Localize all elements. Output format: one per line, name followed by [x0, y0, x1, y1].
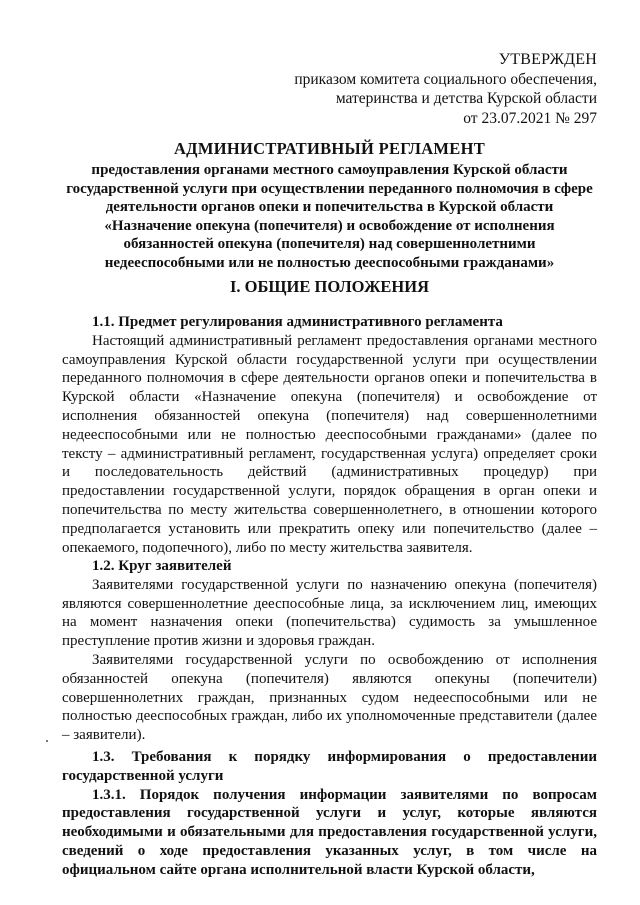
section-1-2-text-1: Заявителями государственной услуги по назначению опекуна (попечителя) являются совершеннолетние дееспособные лица, за исключением лиц, имеющих на момент назначения опеки (попечительства) судимость за умышленное преступление против жизни и здоровья граждан.	[62, 576, 597, 650]
document-title: АДМИНИСТРАТИВНЫЙ РЕГЛАМЕНТ	[173, 139, 486, 158]
section-1-2-text-2: Заявителями государственной услуги по освобождению от исполнения обязанностей опекуна (попечителя) являются опекуны (попечители) совершеннолетних граждан, признанных судом недееспособными или не полностью дееспособных граждан, либо их уполномоченные представители (далее – заявители).	[62, 651, 597, 744]
section-1-3-heading: 1.3. Требования к порядку информирования о предоставлении государственной услуги	[62, 749, 597, 784]
approval-line-1: приказом комитета социального обеспечения,	[294, 70, 597, 88]
approval-heading: УТВЕРЖДЕН	[498, 51, 597, 68]
document-subtitle: предоставления органами местного самоуправления Курской области государственной услуги при осуществлении переданного полномочия в сфере деятельности органов опеки и попечительства в Курской области «Назначение опекуна (попечителя) и освобождение от исполнения обязанностей опекуна (попечителя) над совершеннолетними недееспособными или не полностью дееспособными гражданами»	[66, 162, 593, 271]
section-heading: I. ОБЩИЕ ПОЛОЖЕНИЯ	[230, 277, 429, 296]
document-title-block	[62, 138, 597, 273]
section-1-1	[62, 313, 597, 557]
section-1-3-1-text: 1.3.1. Порядок получения информации заявителями по вопросам предоставления государственной услуги и услуг, которые являются необходимыми и обязательными для предоставления государственной услуги, сведений о ходе предоставления указанных услуг, в том числе на официальном сайте органа исполнительной власти Курской области,	[62, 786, 597, 878]
section-1-2	[62, 557, 597, 745]
approval-stamp	[294, 50, 597, 128]
section-1-1-text: Настоящий административный регламент предоставления органами местного самоуправления Курской области государственной услуги при осуществлении переданного полномочия в сфере деятельности органов опеки и попечительства в Курской области «Назначение опекуна (попечителя) и освобождение от исполнения обязанностей опекуна (попечителя) над совершеннолетними недееспособными или не полностью дееспособными гражданами» (далее по тексту – административный регламент, государственная услуга) определяет сроки и последовательность действий (административных процедур) при предоставлении государственной услуги, порядок обращения в орган опеки и попечительства по месту жительства совершеннолетнего, в отношении которого предполагается установить или прекратить опеку или попечительство (далее – опекаемого, подопечного), либо по месту жительства заявителя.	[62, 332, 597, 556]
section-1-2-heading: 1.2. Круг заявителей	[92, 558, 232, 574]
section-1-1-heading: 1.1. Предмет регулирования административного регламента	[92, 314, 503, 330]
scan-speck	[46, 740, 48, 742]
section-1-3	[62, 748, 597, 880]
approval-line-3: от 23.07.2021 № 297	[463, 109, 597, 127]
approval-line-2: материнства и детства Курской области	[335, 90, 597, 107]
